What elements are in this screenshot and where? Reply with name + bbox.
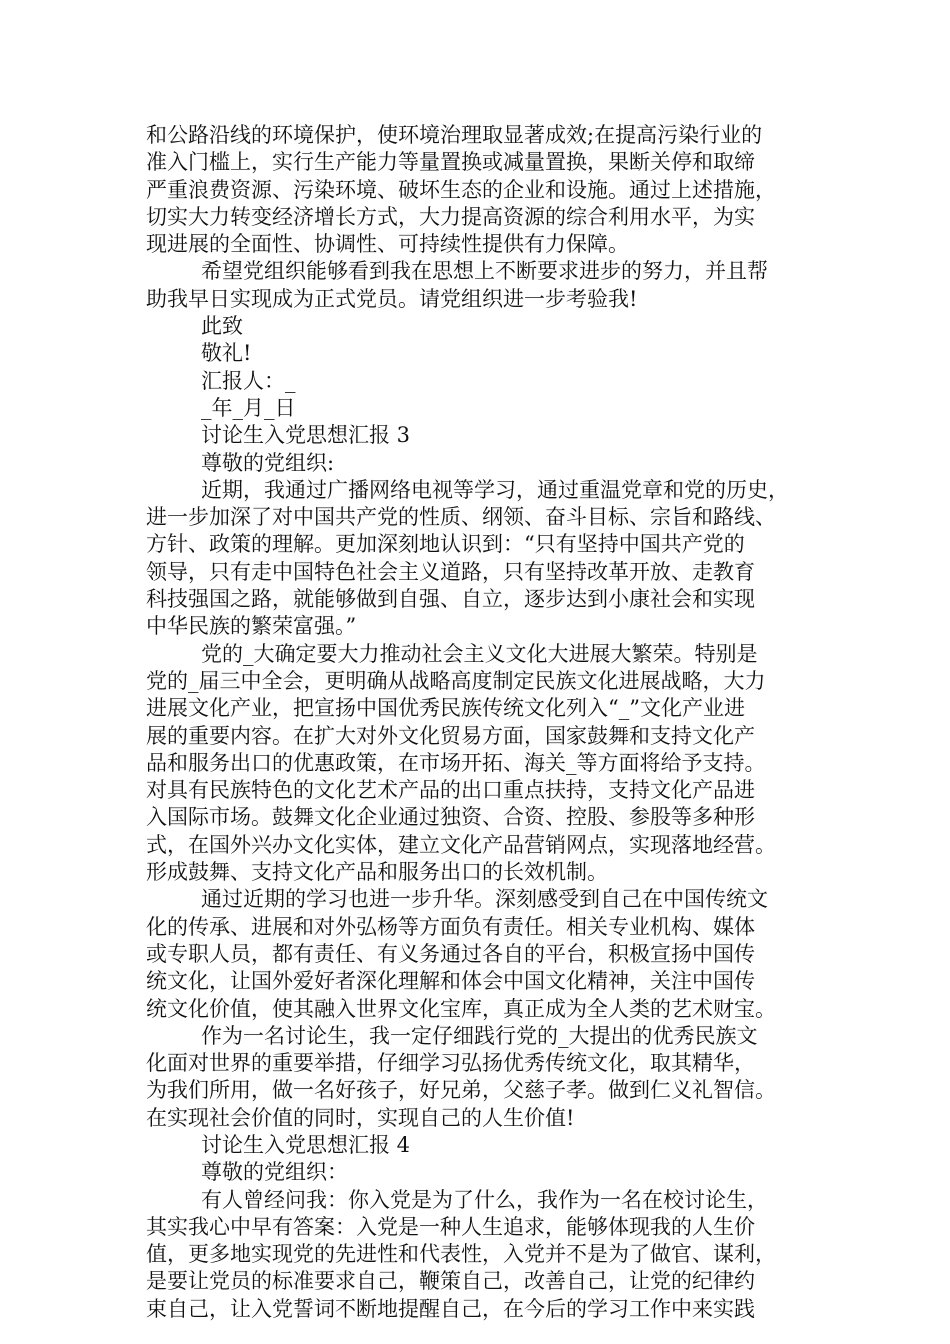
text-line: 和公路沿线的环境保护，使环境治理取显著成效;在提高污染行业的 [146,123,763,147]
text-line: 助我早日实现成为正式党员。请党组织进一步考验我! [146,286,638,311]
text-line: 汇报人：_ [201,368,296,393]
text-line: 准入门槛上，实行生产能力等量置换或减量置换，果断关停和取缔 [146,150,755,175]
text-line: 品和服务出口的优惠政策，在市场开拓、海关_等方面将给予支持。 [146,750,766,775]
text-line: 方针、政策的理解。更加深刻地认识到：“只有坚持中国共产党的 [146,532,745,557]
text-line: 尊敬的党组织： [201,1160,348,1185]
document-page [146,122,826,1323]
text-line: 此致 [201,314,243,339]
text-line: 希望党组织能够看到我在思想上不断要求进步的努力，并且帮 [201,259,768,284]
text-line: 近期，我通过广播网络电视等学习，通过重温党章和党的历史， [201,477,789,502]
text-line: 现进展的全面性、协调性、可持续性提供有力保障。 [146,232,629,257]
text-line: 进一步加深了对中国共产党的性质、纲领、奋斗目标、宗旨和路线、 [146,505,776,530]
text-line: 党的_届三中全会，更明确从战略高度制定民族文化进展战略，大力 [146,668,766,693]
text-line: 严重浪费资源、污染环境、破坏生态的企业和设施。通过上述措施， [146,177,776,202]
text-line: 统文化价值，使其融入世界文化宝库，真正成为全人类的艺术财宝。 [146,996,776,1021]
text-line: 领导，只有走中国特色社会主义道路，只有坚持改革开放、走教育 [146,559,755,584]
text-line: 或专职人员，都有责任、有义务通过各自的平台，积极宣扬中国传 [146,941,755,966]
text-line: 尊敬的党组织: [201,450,335,475]
text-line: 入国际市场。鼓舞文化企业通过独资、合资、控股、参股等多种形 [146,805,755,830]
text-line: 通过近期的学习也进一步升华。深刻感受到自己在中国传统文 [201,887,768,912]
text-line: 在实现社会价值的同时，实现自己的人生价值! [146,1105,575,1130]
text-line: 党的_大确定要大力推动社会主义文化大进展大繁荣。特别是 [201,641,758,666]
text-line: 有人曾经问我：你入党是为了什么，我作为一名在校讨论生， [201,1187,768,1212]
text-line: 值，更多地实现党的先进性和代表性，入党并不是为了做官、谋利， [146,1242,776,1267]
text-line: 式，在国外兴办文化实体，建立文化产品营销网点，实现落地经营。 [146,832,776,857]
text-line: 科技强国之路，就能够做到自强、自立，逐步达到小康社会和实现 [146,587,755,612]
text-line: 化面对世界的重要举措，仔细学习弘扬优秀传统文化，取其精华， [146,1051,755,1076]
text-line: 为我们所用，做一名好孩子，好兄弟，父慈子孝。做到仁义礼智信。 [146,1078,776,1103]
text-line: 其实我心中早有答案：入党是一种人生追求，能够体现我的人生价 [146,1214,755,1239]
text-line: 讨论生入党思想汇报 4 [201,1132,411,1157]
text-line: 作为一名讨论生，我一定仔细践行党的_大提出的优秀民族文 [201,1023,758,1048]
text-line: _年_月_日 [201,395,296,420]
text-line: 讨论生入党思想汇报 3 [201,423,411,448]
text-line: 敬礼! [201,341,252,366]
text-line: 化的传承、进展和对外弘杨等方面负有责任。相关专业机构、媒体 [146,914,755,939]
text-line: 中华民族的繁荣富强。” [146,614,357,639]
text-line: 形成鼓舞、支持文化产品和服务出口的长效机制。 [146,860,608,885]
text-line: 切实大力转变经济增长方式，大力提高资源的综合利用水平，为实 [146,204,755,229]
text-line: 是要让党员的标准要求自己，鞭策自己，改善自己，让党的纪律约 [146,1269,755,1294]
text-line: 进展文化产业，把宣扬中国优秀民族传统文化列入“_”文化产业进 [146,696,745,721]
text-line: 展的重要内容。在扩大对外文化贸易方面，国家鼓舞和支持文化产 [146,723,755,748]
text-line: 对具有民族特色的文化艺术产品的出口重点扶持，支持文化产品进 [146,778,755,803]
text-line: 束自己，让入党誓词不断地提醒自己，在今后的学习工作中来实践 [146,1296,755,1321]
text-line: 统文化，让国外爱好者深化理解和体会中国文化精神，关注中国传 [146,969,755,994]
